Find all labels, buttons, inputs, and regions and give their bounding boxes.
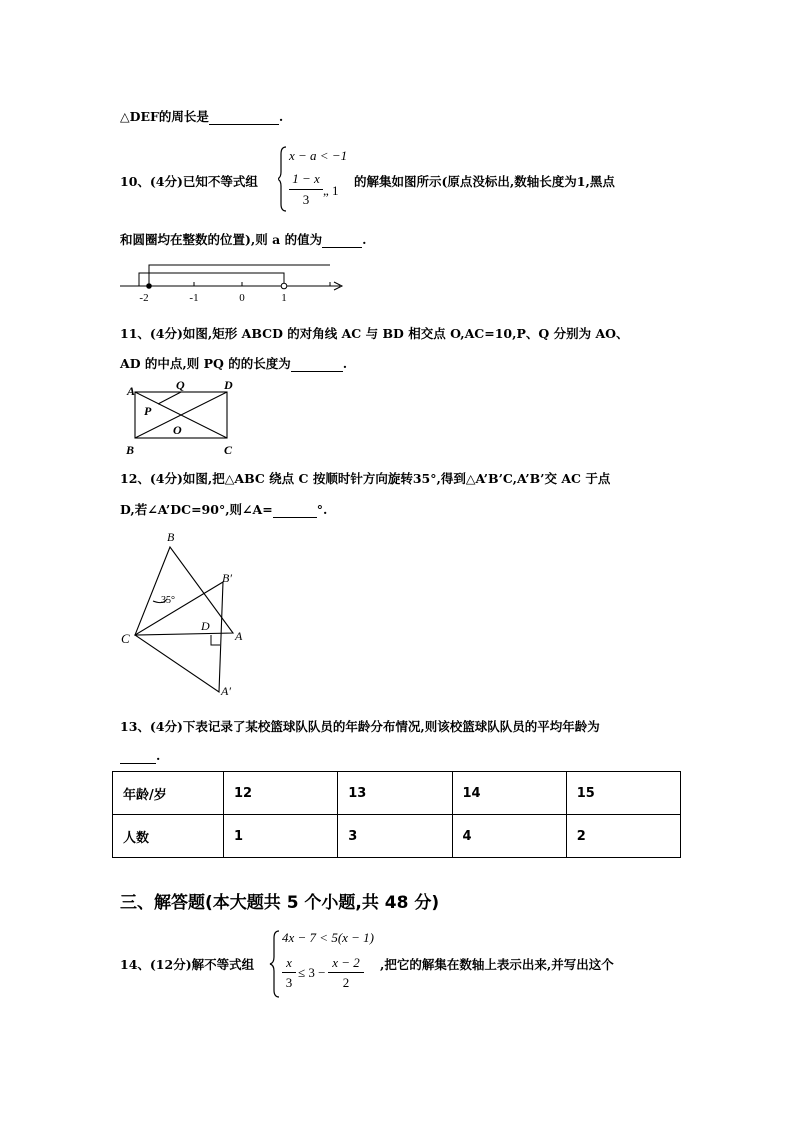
solid-dot	[146, 283, 152, 289]
q13-line2	[120, 748, 160, 764]
label-q: Q	[176, 378, 185, 392]
q13-answer-blank[interactable]	[120, 748, 156, 764]
q10-answer-blank[interactable]	[322, 232, 362, 248]
table-cell: 1	[224, 815, 338, 858]
table-cell: 年龄/岁	[113, 772, 224, 815]
label-b: B	[126, 443, 135, 457]
section-heading: 三、解答题(本大题共 5 个小题,共 48 分)	[120, 893, 440, 913]
tick-label: -1	[189, 292, 199, 304]
angle-label: 35°	[161, 595, 175, 606]
q13-line1: 13、(4分)下表记录了某校篮球队队员的年龄分布情况,则该校篮球队队员的平均年龄为	[120, 719, 600, 734]
segment-pq	[158, 392, 181, 404]
q12-line2-text: D,若∠A’DC=90°,则∠A=	[120, 502, 273, 517]
table-cell: 3	[338, 815, 452, 858]
q13-end: .	[156, 748, 161, 763]
q14-frac2-den: 2	[342, 975, 350, 990]
label-a-prime: A′	[221, 684, 231, 698]
label-d: D	[224, 378, 233, 392]
q14-suffix: ,把它的解集在数轴上表示出来,并写出这个	[380, 957, 614, 972]
tick-label: 1	[281, 292, 287, 304]
q10-frac-num: 1 − x	[292, 171, 320, 186]
table-row	[113, 772, 681, 815]
q11-line2-text: AD 的中点,则 PQ 的的长度为	[120, 356, 291, 371]
label-b-prime: B′	[222, 571, 232, 585]
q12-answer-blank[interactable]	[273, 502, 317, 518]
q10-line2-text: 和圆圈均在整数的位置),则 a 的值为	[120, 232, 323, 247]
q11-rectangle-figure	[118, 378, 248, 460]
q10-frac-den: 3	[302, 192, 310, 207]
q10-sys-line1: x − a < −1	[289, 148, 348, 163]
label-o: O	[173, 423, 182, 437]
q10-sys-tail: „ 1	[323, 183, 339, 198]
q14-frac1-line	[282, 972, 296, 973]
q14-frac2-line	[328, 972, 364, 973]
triangle-abc	[135, 547, 233, 635]
label-c: C	[224, 443, 233, 457]
q9-answer-blank[interactable]	[209, 109, 279, 125]
label-a: A	[127, 384, 136, 398]
q10-frac-line	[289, 189, 323, 190]
q11-end: .	[342, 356, 348, 371]
q10-end: .	[362, 232, 367, 247]
table-cell: 15	[566, 772, 680, 815]
table-cell: 2	[566, 815, 680, 858]
q14-sys-line1: 4x − 7 < 5(x − 1)	[282, 930, 375, 945]
q14-frac1-den: 3	[285, 975, 293, 990]
q12-end: °.	[316, 502, 328, 517]
triangle-apbpc	[135, 582, 223, 692]
q10-number-line	[118, 258, 348, 308]
upper-range-line	[149, 265, 330, 286]
q9-tail-text: △DEF的周长是	[120, 109, 209, 124]
age-distribution-table	[112, 771, 681, 858]
hollow-dot	[281, 283, 287, 289]
label-d: D	[201, 619, 210, 633]
q10-suffix: 的解集如图所示(原点没标出,数轴长度为1,黑点	[354, 174, 615, 189]
table-cell: 12	[224, 772, 338, 815]
label-p: P	[144, 404, 152, 418]
table-cell: 4	[452, 815, 566, 858]
table-cell: 13	[338, 772, 452, 815]
table-row	[113, 815, 681, 858]
q12-line1: 12、(4分)如图,把△ABC 绕点 C 按顺时针方向旋转35°,得到△A’B’C,A’B’交 AC 于点	[120, 471, 611, 486]
lower-range-line	[139, 273, 284, 286]
q12-rotation-figure	[115, 525, 265, 705]
label-c: C	[121, 631, 130, 646]
q14-mid: ≤ 3 −	[298, 965, 326, 980]
tick-label: -2	[139, 292, 149, 304]
q11-line1: 11、(4分)如图,矩形 ABCD 的对角线 AC 与 BD 相交点 O,AC=10,P、Q 分别为 AO、	[120, 326, 629, 341]
q14-frac1-num: x	[286, 955, 292, 970]
label-b: B	[167, 530, 175, 544]
q11-line2	[120, 354, 347, 372]
right-angle-mark	[211, 635, 220, 645]
q14-frac2-num: x − 2	[332, 955, 360, 970]
q10-line2	[120, 230, 366, 248]
table-cell: 人数	[113, 815, 224, 858]
q11-answer-blank[interactable]	[291, 356, 343, 372]
q12-line2	[120, 500, 327, 518]
q10-prefix: 10、(4分)已知不等式组	[120, 174, 258, 189]
q9-tail-line	[120, 107, 283, 125]
q14-prefix: 14、(12分)解不等式组	[120, 957, 255, 972]
tick-label: 0	[239, 292, 245, 304]
q9-end: .	[278, 109, 284, 124]
label-a: A	[235, 629, 243, 643]
table-cell: 14	[452, 772, 566, 815]
